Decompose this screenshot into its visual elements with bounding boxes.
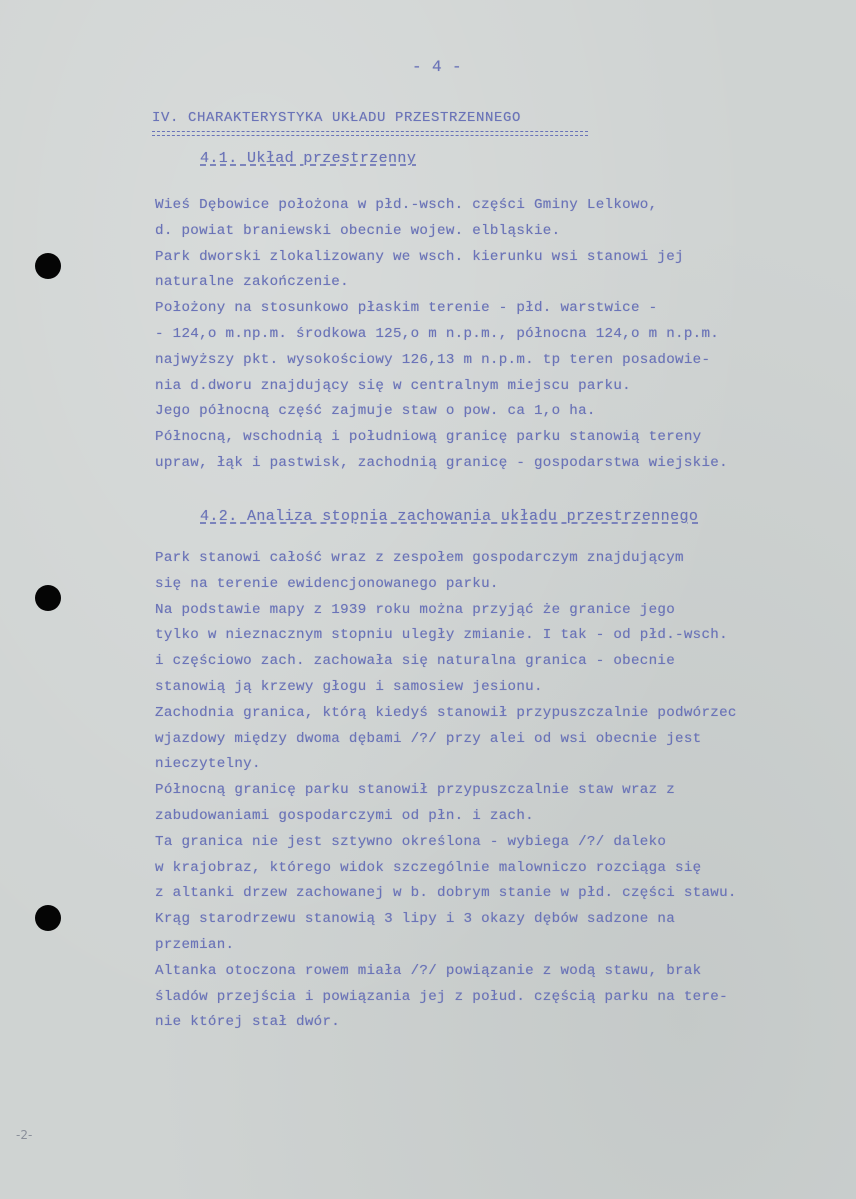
text-line: w krajobraz, którego widok szczególnie malowniczo rozciąga się: [155, 859, 702, 876]
text-line: Zachodnia granica, którą kiedyś stanowił przypuszczalnie podwórzec: [155, 704, 737, 721]
chapter-title: IV. CHARAKTERYSTYKA UKŁADU PRZESTRZENNEGO: [152, 110, 522, 126]
text-line: i częściowo zach. zachowała się naturalna granica - obecnie: [155, 653, 676, 670]
text-line: Krąg starodrzewu stanowią 3 lipy i 3 okazy dębów sadzone na: [155, 911, 676, 928]
text-line: przemian.: [155, 936, 235, 953]
section-4-2-body: [155, 546, 855, 1036]
text-line: śladów przejścia i powiązania jej z połud. częścią parku na tere-: [155, 988, 728, 1005]
section-title-4-2: 4.2. Analiza stopnia zachowania układu przestrzennego: [200, 508, 699, 525]
section-4-1-body: [155, 193, 855, 477]
text-line: zabudowaniami gospodarczymi od płn. i zach.: [155, 807, 534, 824]
punch-hole: [35, 253, 61, 279]
text-line: z altanki drzew zachowanej w b. dobrym stanie w płd. części stawu.: [155, 885, 737, 902]
text-line: Północną, wschodnią i południową granicę parku stanowią tereny: [155, 429, 702, 446]
text-line: nie której stał dwór.: [155, 1014, 341, 1031]
text-line: upraw, łąk i pastwisk, zachodnią granicę - gospodarstwa wiejskie.: [155, 454, 728, 471]
text-line: nia d.dworu znajdujący się w centralnym miejscu parku.: [155, 377, 631, 394]
text-line: Jego północną część zajmuje staw o pow. ca 1,o ha.: [155, 403, 596, 420]
text-line: Północną granicę parku stanowił przypuszczalnie staw wraz z: [155, 782, 676, 799]
text-line: Na podstawie mapy z 1939 roku można przyjąć że granice jego: [155, 601, 676, 618]
punch-hole: [35, 905, 61, 931]
text-line: najwyższy pkt. wysokościowy 126,13 m n.p.m. tp teren posadowie-: [155, 351, 711, 368]
text-line: Ta granica nie jest sztywno określona - wybiega /?/ daleko: [155, 833, 667, 850]
text-line: Park stanowi całość wraz z zespołem gospodarczym znajdującym: [155, 550, 684, 566]
margin-mark: -2-: [16, 1128, 33, 1142]
page-number: - 4 -: [412, 58, 463, 76]
text-line: naturalne zakończenie.: [155, 274, 349, 291]
text-line: wjazdowy między dwoma dębami /?/ przy alei od wsi obecnie jest: [155, 730, 702, 747]
section-title-4-1: 4.1. Układ przestrzenny: [200, 150, 417, 167]
text-line: nieczytelny.: [155, 756, 261, 773]
text-line: tylko w nieznacznym stopniu uległy zmianie. I tak - od płd.-wsch.: [155, 627, 728, 644]
text-line: Altanka otoczona rowem miała /?/ powiązanie z wodą stawu, brak: [155, 962, 702, 979]
chapter-title-underline: [152, 131, 588, 136]
text-line: d. powiat braniewski obecnie wojew. elbląskie.: [155, 222, 561, 239]
text-line: Położony na stosunkowo płaskim terenie - płd. warstwice -: [155, 300, 658, 317]
text-line: stanowią ją krzewy głogu i samosiew jesionu.: [155, 678, 543, 695]
text-line: - 124,o m.np.m. środkowa 125,o m n.p.m., północna 124,o m n.p.m.: [155, 325, 720, 342]
text-line: się na terenie ewidencjonowanego parku.: [155, 575, 499, 592]
text-line: Wieś Dębowice położona w płd.-wsch. części Gminy Lelkowo,: [155, 197, 658, 213]
text-line: Park dworski zlokalizowany we wsch. kierunku wsi stanowi jej: [155, 248, 684, 265]
punch-hole: [35, 585, 61, 611]
